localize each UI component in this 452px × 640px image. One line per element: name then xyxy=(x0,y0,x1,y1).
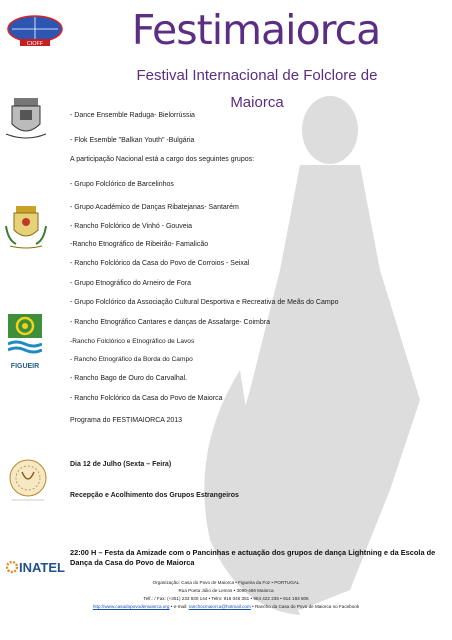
line-9: - Grupo Etnográfico do Arneiro de Fora xyxy=(70,280,192,287)
cioff-logo-text: CIOFF xyxy=(26,41,44,47)
cioff-logo xyxy=(6,14,64,48)
page-title: Festimaiorca xyxy=(131,6,381,54)
footer-line-4 xyxy=(0,603,452,611)
program-reception: Recepção e Acolhimento dos Grupos Estrangeiros xyxy=(70,492,239,499)
line-11: - Rancho Etnográfico Cantares e danças de Assafarge- Coimbra xyxy=(70,319,270,326)
line-14: - Rancho Bago de Ouro do Carvalhal. xyxy=(70,375,188,382)
footer-line-2: Rua Poeta Júlio de Lemos • 3090-466 Maiorca xyxy=(178,588,274,593)
program-event: 22:00 H – Festa da Amizade com o Pancinhas e actuação dos grupos de dança Lightning e da Escola de Dança da Casa do Povo de Maiorca xyxy=(70,548,436,567)
line-6: - Rancho Folclórico de Vinhó - Gouveia xyxy=(70,223,193,230)
website-link[interactable]: http://www.casadopovodemaiorca.org xyxy=(92,604,170,609)
figueira-logo xyxy=(8,314,42,384)
program-heading: Programa do FESTIMAIORCA 2013 xyxy=(70,417,183,424)
municipal-crest-1 xyxy=(4,96,48,142)
subtitle-line-1: Festival Internacional de Folclore de xyxy=(136,67,378,84)
line-1: - Dance Ensemble Raduga- Bielorrússia xyxy=(70,112,195,119)
footer-facebook-text: • Rancho da Casa do Povo de Maiorca no Facebook xyxy=(250,604,360,609)
email-link[interactable]: ranchocmaiorca@hotmail.com xyxy=(188,604,251,609)
line-12: -Rancho Folclórico e Etnográfico de Lavos xyxy=(70,338,195,345)
dancer-watermark xyxy=(180,70,430,630)
festival-seal xyxy=(6,456,50,504)
footer xyxy=(0,579,452,611)
line-3: A participação Nacional está a cargo dos seguintes grupos: xyxy=(70,156,255,163)
line-2: - Flok Esemble "Balkan Youth" -Bulgária xyxy=(70,137,195,144)
footer-line-1: Organização: Casa do Povo de Maiorca • Figueira da Foz • PORTUGAL xyxy=(152,580,300,585)
line-13: - Rancho Etnográfico da Borda do Campo xyxy=(70,356,193,363)
line-8: - Rancho Folclórico da Casa do Povo de Corroios - Seixal xyxy=(70,260,250,267)
line-7: -Rancho Etnográfico de Ribeirão- Famalicão xyxy=(70,241,209,248)
page-subtitle xyxy=(62,62,452,116)
footer-line-3: Telf.: / Fax: (+351) 233 930 144 • Telm: 916 046 351 • 964 422 235 • 914 193 806 xyxy=(143,596,309,601)
subtitle-line-2: Maiorca xyxy=(230,94,284,111)
line-15: - Rancho Folclórico da Casa do Povo de Maiorca xyxy=(70,395,223,402)
line-4: - Grupo Folclórico de Barcelinhos xyxy=(70,181,174,188)
inatel-logo-text: INATEL xyxy=(19,560,65,575)
figueira-logo-text: FIGUEIR xyxy=(10,363,40,370)
line-5: - Grupo Académico de Danças Ribatejanas- Santarém xyxy=(70,204,239,211)
program-date: Dia 12 de Julho (Sexta – Feira) xyxy=(70,461,172,468)
footer-email-label: • e-mail: xyxy=(169,604,189,609)
inatel-logo xyxy=(6,557,68,577)
municipal-crest-2 xyxy=(4,204,48,250)
line-10: - Grupo Folclórico da Associação Cultural Desportiva e Recreativa de Meãs do Campo xyxy=(70,299,339,306)
